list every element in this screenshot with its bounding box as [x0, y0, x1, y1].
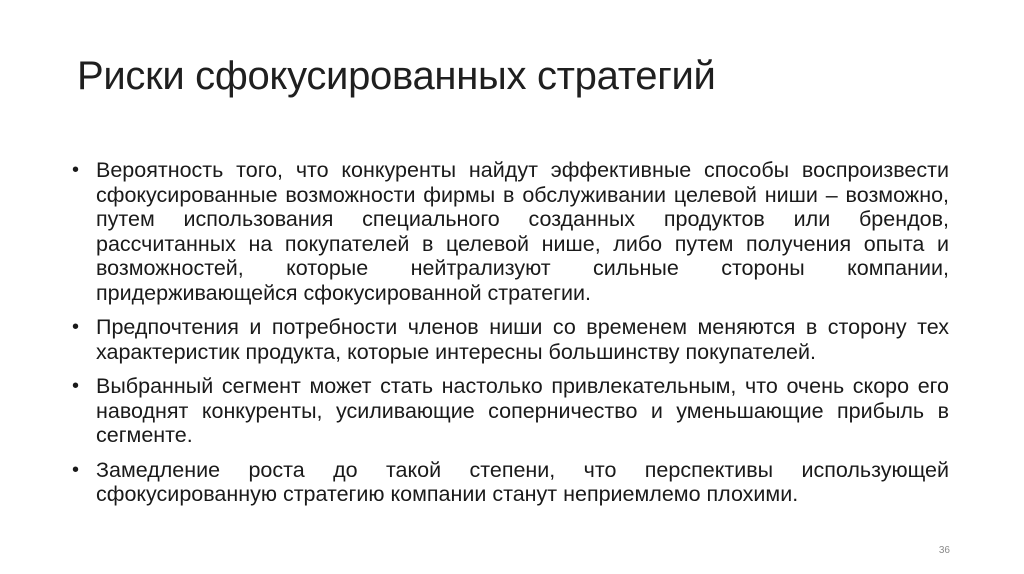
bullet-text: Вероятность того, что конкуренты найдут эффективные способы воспроизвести сфокусированные возможности фирмы в обслуживании целевой ниши – возможно, путем использования специального созданных продуктов или брендов, рассчитанных на покупателей в целевой нише, либо путем получения опыта и возможностей, которые нейтрализуют сильные стороны компании, придерживающейся сфокусированной стратегии. — [96, 158, 949, 305]
bullet-list — [72, 158, 949, 517]
bullet-marker: • — [72, 375, 80, 397]
bullet-text: Предпочтения и потребности членов ниши со временем меняются в сторону тех характеристик продукта, которые интересны большинству покупателей. — [96, 315, 949, 364]
bullet-marker: • — [72, 159, 80, 181]
bullet-marker: • — [72, 458, 80, 481]
bullet-item-competitors-replicate — [72, 158, 949, 305]
bullet-item-segment-attractive — [72, 374, 949, 448]
page-number: 36 — [938, 545, 950, 556]
bullet-marker: • — [72, 316, 80, 338]
bullet-text: Выбранный сегмент может стать настолько привлекательным, что очень скоро его наводнят конкуренты, усиливающие соперничество и уменьшающие прибыль в сегменте. — [96, 374, 949, 447]
bullet-item-preferences-shift — [72, 315, 949, 364]
slide-title: Риски сфокусированных стратегий — [77, 54, 716, 98]
bullet-text: Замедление роста до такой степени, что перспективы использующей сфокусированную стратегию компании станут неприемлемо плохими. — [96, 457, 949, 506]
bullet-item-growth-slowdown — [72, 458, 949, 507]
